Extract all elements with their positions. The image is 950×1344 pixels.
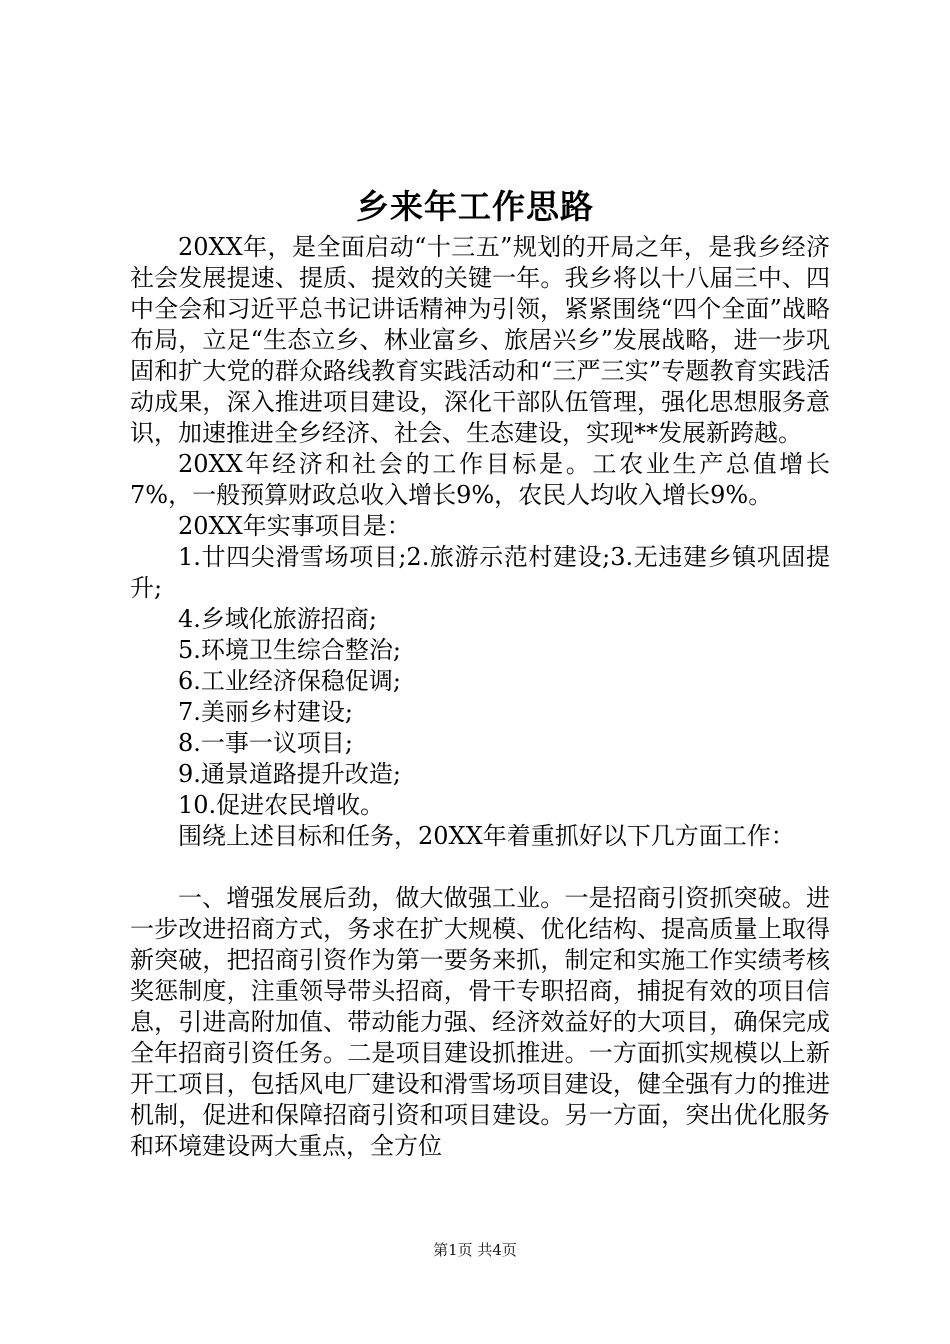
- list-item: 9.通景道路提升改造;: [178, 760, 401, 788]
- list-item: 4.乡域化旅游招商;: [178, 605, 377, 633]
- document-body: [130, 232, 830, 1162]
- list-item: 5.环境卫生综合整治;: [178, 636, 401, 664]
- intro-paragraph: 20XX年，是全面启动“十三五”规划的开局之年，是我乡经济社会发展提速、提质、提效的关键一年。我乡将以十八届三中、四中全会和习近平总书记讲话精神为引领，紧紧围绕“四个全面”战略布局，立足“生态立乡、林业富乡、旅居兴乡”发展战略，进一步巩固和扩大党的群众路线教育实践活动和“三严三实”专题教育实践活动成果，深入推进项目建设，深化干部队伍管理，强化思想服务意识，加速推进全乡经济、社会、生态建设，实现**发展新跨越。: [130, 233, 830, 447]
- document-title: 乡来年工作思路: [356, 187, 594, 226]
- transition-paragraph: 围绕上述目标和任务，20XX年着重抓好以下几方面工作：: [178, 822, 795, 850]
- targets-paragraph: 20XX年经济和社会的工作目标是。工农业生产总值增长7%，一般预算财政总收入增长9%，农民人均收入增长9%。: [130, 450, 830, 509]
- list-item: 8.一事一议项目;: [178, 729, 353, 757]
- list-item: 7.美丽乡村建设;: [178, 698, 353, 726]
- list-item: 10.促进农民增收。: [178, 791, 385, 819]
- section-one-paragraph: 一、增强发展后劲，做大做强工业。一是招商引资抓突破。进一步改进招商方式，务求在扩大规模、优化结构、提高质量上取得新突破，把招商引资作为第一要务来抓，制定和实施工作实绩考核奖惩制度，注重领导带头招商，骨干专职招商，捕捉有效的项目信息，引进高附加值、带动能力强、经济效益好的大项目，确保完成全年招商引资任务。二是项目建设抓推进。一方面抓实规模以上新开工项目，包括风电厂建设和滑雪场项目建设，健全强有力的推进机制，促进和保障招商引资和项目建设。另一方面，突出优化服务和环境建设两大重点，全方位: [130, 884, 830, 1160]
- list-item: 6.工业经济保稳促调;: [178, 667, 401, 695]
- projects-heading: 20XX年实事项目是：: [178, 512, 411, 540]
- page-footer: 第1页 共4页: [433, 1241, 517, 1259]
- paragraph-gap: [130, 852, 830, 883]
- list-item: 1.廿四尖滑雪场项目;2.旅游示范村建设;3.无违建乡镇巩固提升;: [130, 543, 830, 602]
